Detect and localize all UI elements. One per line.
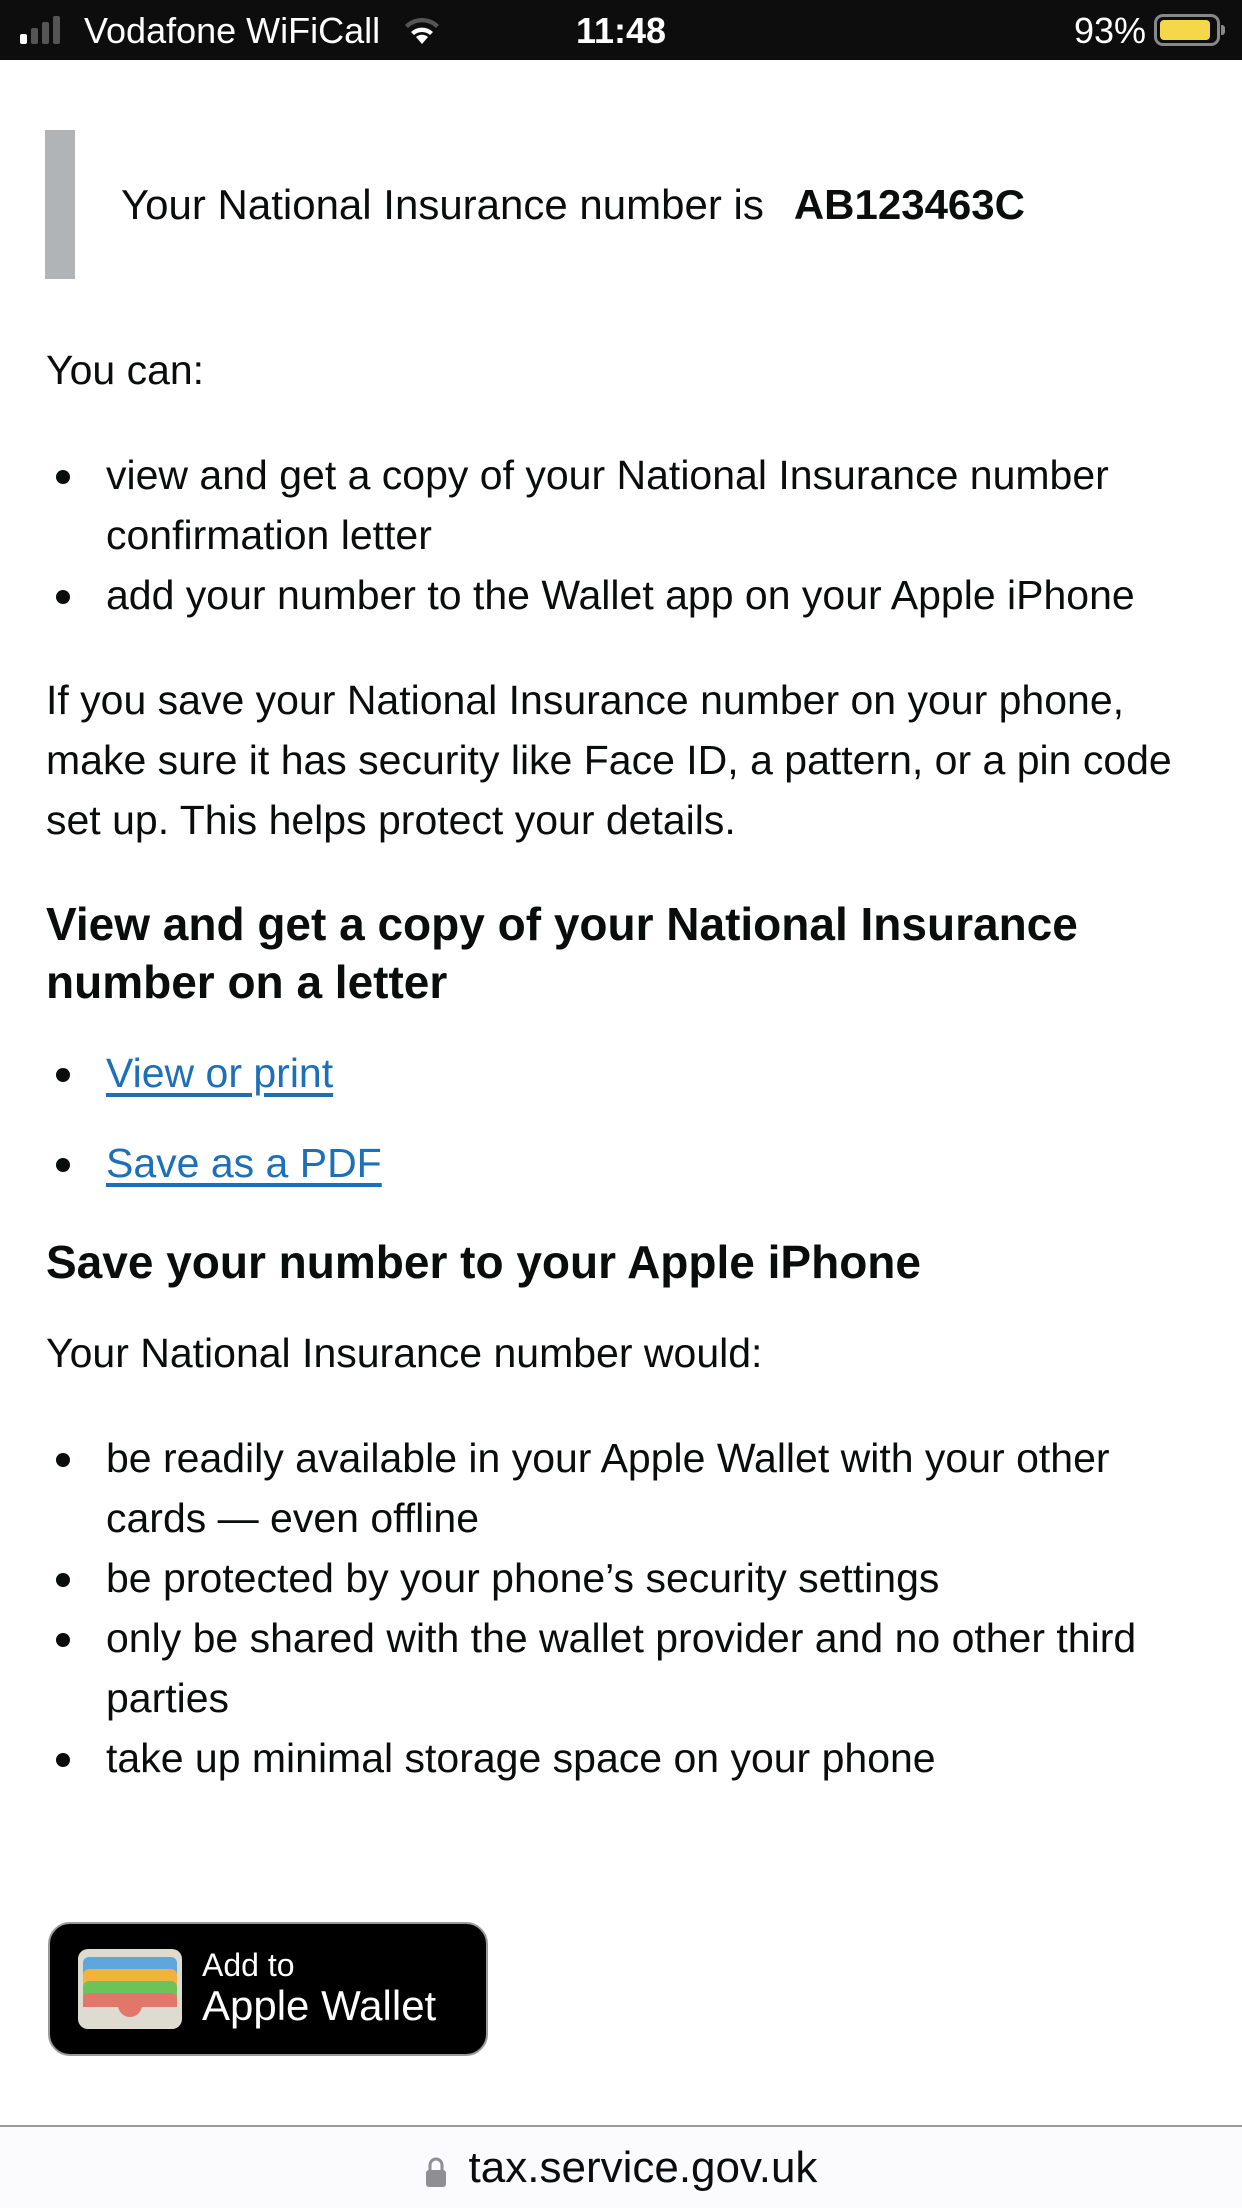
intro-lead: You can:: [46, 347, 205, 393]
wallet-benefits-list: [46, 1428, 1216, 1788]
clock: 11:48: [575, 10, 667, 51]
ni-number-value: AB123463C: [793, 180, 1025, 228]
save-as-pdf-link[interactable]: Save as a PDF: [106, 1140, 382, 1186]
wallet-button-line2: Apple Wallet: [202, 1982, 437, 2029]
security-note: If you save your National Insurance number on your phone, make sure it has security like Face ID, a pattern, or a pin code set up. This helps protect your details.: [46, 677, 1172, 843]
ni-number-label: Your National Insurance number is: [121, 180, 764, 228]
lock-icon: [425, 2157, 447, 2187]
url-text: tax.service.gov.uk: [468, 2142, 818, 2192]
ni-number-inset: [45, 130, 1025, 279]
wallet-heading: Save your number to your Apple iPhone: [46, 1236, 921, 1288]
wallet-icon: [78, 1949, 182, 2029]
battery-percent: 93%: [1073, 10, 1146, 51]
intro-list: [46, 445, 1216, 625]
battery-icon: [1154, 14, 1220, 46]
list-item: be readily available in your Apple Wallet with your other cards — even offline: [46, 1428, 1216, 1548]
list-item: take up minimal storage space on your phone: [46, 1728, 1216, 1788]
carrier-name: Vodafone WiFiCall: [84, 10, 381, 51]
list-item: [46, 1133, 1216, 1193]
list-item: view and get a copy of your National Insurance number confirmation letter: [46, 445, 1216, 565]
wallet-button-line1: Add to: [202, 1947, 295, 1983]
status-bar: [0, 0, 1242, 60]
letter-heading: View and get a copy of your National Insurance number on a letter: [46, 898, 1078, 1008]
main-content: [46, 340, 1216, 1833]
list-item: [46, 1043, 1216, 1103]
wallet-lead: Your National Insurance number would:: [46, 1330, 763, 1376]
list-item: be protected by your phone’s security settings: [46, 1548, 1216, 1608]
browser-address-bar[interactable]: [0, 2125, 1242, 2208]
letter-links: [46, 1043, 1216, 1193]
add-to-apple-wallet-button[interactable]: [48, 1922, 488, 2056]
list-item: add your number to the Wallet app on your Apple iPhone: [46, 565, 1216, 625]
list-item: only be shared with the wallet provider and no other third parties: [46, 1608, 1216, 1728]
view-or-print-link[interactable]: View or print: [106, 1050, 334, 1096]
